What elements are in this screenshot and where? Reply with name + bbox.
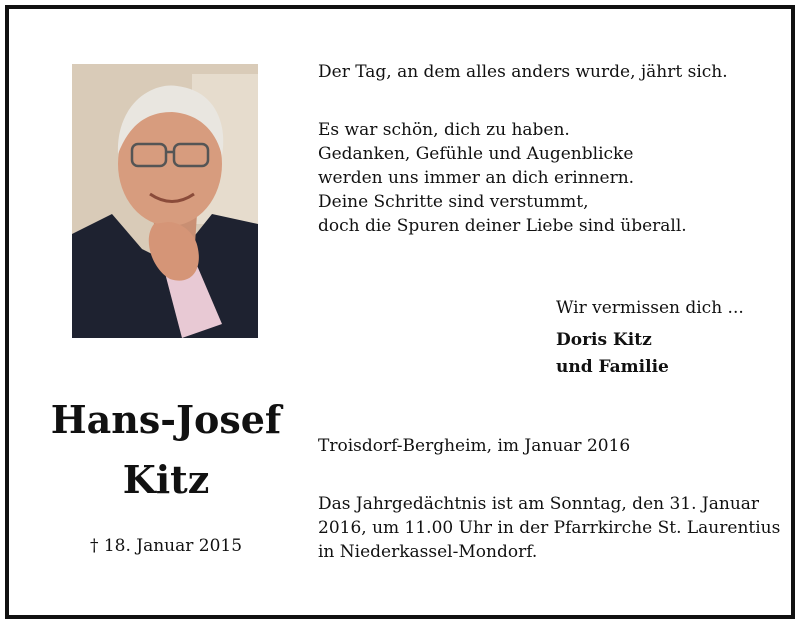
deceased-last-name: Kitz — [122, 457, 210, 502]
intro-line: Der Tag, an dem alles anders wurde, jährt sich. — [318, 62, 728, 82]
poem-line: Es war schön, dich zu haben. — [318, 120, 570, 140]
memorial-line: 2016, um 11.00 Uhr in der Pfarrkirche St. Laurentius — [318, 518, 781, 538]
place-date: Troisdorf-Bergheim, im Januar 2016 — [318, 436, 631, 456]
signature-name: Doris Kitz — [556, 330, 652, 350]
poem-line: werden uns immer an dich erinnern. — [318, 168, 635, 188]
portrait-icon — [72, 64, 258, 338]
memorial-line: in Niederkassel-Mondorf. — [318, 542, 538, 562]
memorial-line: Das Jahrgedächtnis ist am Sonntag, den 31. Januar — [318, 494, 760, 514]
poem-line: doch die Spuren deiner Liebe sind überall. — [318, 216, 687, 236]
poem-line: Deine Schritte sind verstummt, — [318, 192, 589, 212]
poem-line: Gedanken, Gefühle und Augenblicke — [318, 144, 634, 164]
death-date: † 18. Januar 2015 — [89, 536, 243, 556]
deceased-first-name: Hans-Josef — [50, 397, 282, 442]
poem — [318, 118, 687, 238]
signature-family: und Familie — [556, 357, 669, 377]
portrait-photo — [72, 64, 258, 338]
memorial-service-text — [318, 492, 780, 564]
miss-line: Wir vermissen dich ... — [556, 298, 744, 318]
